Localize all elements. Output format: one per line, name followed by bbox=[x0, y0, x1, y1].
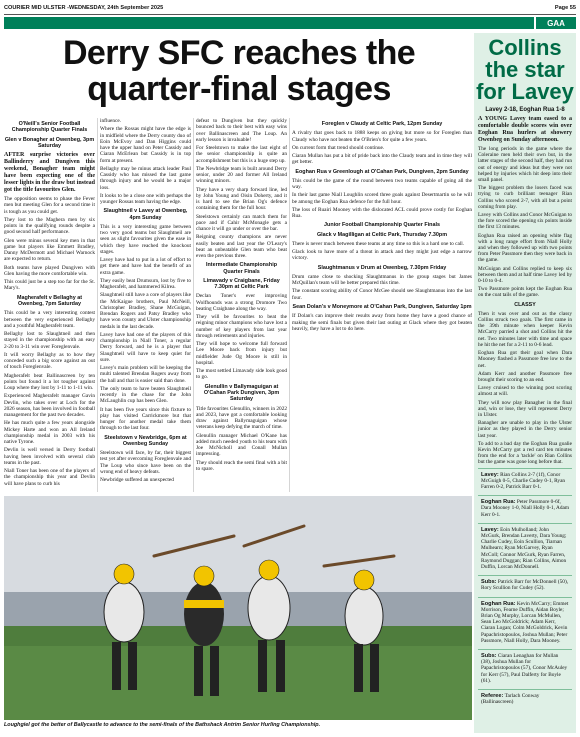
paragraph: A rivalry that goes back to 1888 keeps on giving but more so for Foreglen than Claudy who have not beaten the O'Brien's for quite a few years. bbox=[292, 130, 472, 143]
paragraph: Banagher are unable to play in the Ulster junior as they played in the Derry senior last year. bbox=[478, 420, 572, 439]
sidebar-subheading: CLASSY bbox=[514, 301, 536, 308]
paragraph: Both teams have played Dungiven with Glen having the more comfortable win. bbox=[4, 264, 95, 277]
sidebar-body bbox=[474, 116, 576, 466]
paragraph: He has much quite a few years alongside Mickey Harte and won an All Ireland championship medal in 2003 with his native Tyrone. bbox=[4, 420, 95, 446]
scorers-team-label: Eoghan Rua: bbox=[481, 499, 516, 506]
paragraph: There is never much between these teams at any time so this is a hard one to call. bbox=[292, 240, 465, 247]
paragraph: Lavey with Collins and Conor McGuigan to the fore scored the opening six points inside the first 13 minutes. bbox=[478, 212, 572, 231]
paragraph: They will now play Banagher in the final and, win or lose, they will represent Derry in Ulster. bbox=[478, 399, 572, 418]
hurling-photo bbox=[4, 496, 472, 720]
hurling-photo-illustration bbox=[4, 496, 472, 720]
paragraph: Drum came close to shocking Slaughtmanus in the group stages but James McQuillan's team will be better prepared this time. bbox=[292, 273, 472, 287]
team-label: Lavey: bbox=[481, 526, 499, 533]
paragraph: The biggest problem the losers faced was trying to curb brilliant teenager Rian Collins who scored 2-7, with all but a point coming from play. bbox=[478, 185, 572, 210]
subheading: Slaughtmanus v Drum at Owenbeg, 7.30pm Friday bbox=[317, 264, 447, 271]
subheading: Magherafelt v Bellaghy at Owenbeg, 7pm Saturday bbox=[16, 294, 82, 307]
paragraph: McGuigan and Collins replied to keep six between them and at half time Lavey led by 0-10 to 0-4. bbox=[478, 265, 572, 285]
referee-name: Tarlach Conway (Ballinascreen) bbox=[481, 693, 540, 706]
paragraph: Devlin is well versed in Derry football having been involved with several club teams in the past. bbox=[4, 447, 95, 466]
subheading: Slaughtneil v Lavey at Owenbeg, 4pm Sunday bbox=[103, 208, 188, 221]
column-divider bbox=[97, 118, 98, 492]
subs-lavey bbox=[478, 575, 572, 594]
team-lavey bbox=[478, 523, 572, 573]
scorers-text: Peter Passmore 0-6f, Dara Mooney 1-0, Niall Holly 0-1, Adam Kerr 0-1. bbox=[481, 499, 569, 518]
paragraph: Newbridge suffered an unexpected bbox=[100, 477, 174, 484]
paragraph: In their last game Niall Loughlin scored three goals against Desertmartin so he will be among the Eoghan Rua defence for the full hour. bbox=[292, 192, 472, 205]
paragraph: They will hope to welcome full forward Lee Moore back from injury but midfielder Jude Og Moore is still in hospital. bbox=[196, 341, 287, 366]
paragraph: This could just be a step too far for the St. Mary's. bbox=[4, 279, 95, 292]
subheading: Eoghan Rua v Greenlough at O'Cahan Park, Dungiven, 2pm Sunday bbox=[295, 168, 469, 175]
subheading: Junior Football Championship Quarter Finals bbox=[324, 222, 440, 229]
masthead-date: COURIER MID ULSTER -WEDNESDAY, 24th September 2025 bbox=[4, 5, 164, 11]
sidebar-score: Lavey 2-18, Eoghan Rua 1-8 bbox=[485, 107, 565, 113]
paragraph: Eoghan Rua got their goal when Dara Mooney flashed a Passmore free low to the net. bbox=[478, 350, 572, 369]
scorers-eoghan-rua bbox=[478, 495, 572, 521]
paragraph: It has been five years since this fixture to play has visited Carrickmore but that hunger for another medal take them through to the last four. bbox=[100, 406, 191, 432]
article-body bbox=[4, 118, 472, 492]
subs-text: Ciaran Lenaghan for Mullan (38), Joshua Mullan for Papachristopoulos (57), Conor McAuley for Kerr (57), Paul Dalferty for Boyle (61). bbox=[481, 653, 568, 684]
subheading: Foreglen v Claudy at Celtic Park, 12pm Sunday bbox=[321, 121, 443, 127]
top-rule bbox=[4, 14, 576, 15]
paragraph: Lavey have had one of the players of this championship in Niall Toner, a regular Derry forward, and he is a player that Slaughtneil will have to keep quiet for sure. bbox=[100, 331, 191, 363]
team-label: Eoghan Rua: bbox=[481, 600, 516, 607]
paragraph: They lost to the Maghera men by six points in the qualifying rounds despite a good second half performance. bbox=[4, 216, 95, 236]
paragraph: Reigning county champions are never easily beaten and last year the O'Leary's beat an unbeatable Glen team who beat even the previous three. bbox=[196, 234, 287, 259]
article-lead: AFTER surprise victories over Ballinderry and Dungiven this weekend, Bonagher team might have been expecting one of the lesser lights in the draw but instead got the title favourites Glen. bbox=[4, 152, 95, 194]
page-title: Derry SFC reaches the quarter-final stages bbox=[62, 34, 416, 108]
paragraph: Glen were minus several key men in that game but players like Emmett Bradley, Danny McDermott and Michael Warnock are expected to return. bbox=[4, 237, 95, 263]
sidebar-lead: A YOUNG Lavey team eased to a comfortable double scores win over Eoghan Rua hurlers at showery Owenbeg on Sunday afternoon. bbox=[478, 116, 572, 143]
article-column-3 bbox=[196, 118, 287, 492]
paragraph: The loss of Ruairi Mooney with the dislocated ACL could prove costly for Eoghan Rua. bbox=[292, 206, 472, 220]
subs-label: Subs: bbox=[481, 579, 497, 586]
team-lineup: Kevin McCarry; Emmet Morrison, Fearne Duffin, Aidan Boyle; Brian Og Murphy, Lorcan McMullen, Sean Leo McGoldrick; Adam Kerr, Ciaran Logan; Colm McGoldrick, Kevin Papachristopoulos, Joshua Mullan; Peter Passmore, Niall Holly, Dara Mooney. bbox=[481, 600, 569, 644]
scorers-text: Rian Collins 2-7 (1f), Conor McGuigh 0-5, Charlie Cudey 0-1, Ryan Farren 0-2, Patrick Barr 0-1. bbox=[481, 471, 566, 490]
article-column-1 bbox=[4, 118, 95, 492]
paragraph: Two Passmore points kept the Eoghan Rua on the coat tails of the game. bbox=[478, 286, 572, 299]
paragraph: This could be a very interesting contest between the very experienced Bellaghy and a youthful Magherafelt team. bbox=[4, 310, 95, 329]
paragraph: This is a very interesting game between two very good teams but Slaughtneil are seen as slight favourites given the ease in which they have reached the knockout stages. bbox=[100, 223, 191, 255]
paragraph: To add to a bad day the Eoghan Rua goalie Kevin McCarry got a red card ten minutes from the end for a 'tackle' on Rian Collins but the game was gone long before that. bbox=[478, 440, 572, 466]
paragraph: The most settled Limavady side look good to go. bbox=[196, 368, 287, 381]
paragraph: Steelstown certainly can match them for pace and if Cahir McMonagle gets a chance it will go under or over the bar. bbox=[196, 213, 287, 232]
paragraph: Ciaran Mullan has put a bit of pride back into the Claudy team and in time they will get better. bbox=[292, 153, 472, 166]
paragraph: Where the Rossas might have the edge is in midfield where the Derry county duo of Eoin McEvoy and Dan Higgins could have the upper hand on Peter Cassidy and Ciaran McErlean but Cassidy is in top form at present. bbox=[100, 126, 191, 164]
team-eoghan-rua bbox=[478, 597, 572, 647]
article-column-4 bbox=[292, 118, 472, 492]
subheading: Glen v Bonagher at Owenbeg, 3pm Saturday bbox=[4, 136, 95, 149]
subs-eoghan-rua bbox=[478, 649, 572, 687]
paragraph: Declan Toner's ever improving Wolfhounds was a strong Dromore Two beating Craigbane along the way. bbox=[196, 293, 287, 312]
paragraph: Eoghan Rua raised an opening white flag with a long range effort from Niall Holly and when they followed up with two points from Peter Passmore then they were back in the game. bbox=[478, 232, 572, 264]
paragraph: This could be the game of the round between two teams capable of going all the way. bbox=[292, 177, 472, 191]
paragraph: Glack look to have more of a threat in attack and they might just edge a narrow victory. bbox=[292, 249, 472, 262]
photo-caption: Loughgiel got the better of Ballycastle to advance to the semi-finals of the Bathshack Antrim Senior Hurling Championship. bbox=[4, 722, 321, 728]
paragraph: They easily beat Drumsurn, lost by five to Magherafelt, and hammered Kilrea. bbox=[100, 277, 191, 291]
sidebar-article bbox=[474, 33, 576, 733]
subheading: Glack v Magilligan at Celtic Park, Thursday 7.30pm bbox=[316, 231, 448, 238]
paragraph: Then it was over and out as the classy Collins struck two goals. The first came in the 39th minute when keeper Kevin McCarry parried a shot and Collins hit the net. Two minutes later with time and space he hit the net for a 2-11 to 0-6 lead. bbox=[478, 310, 572, 348]
referee-label: Referee: bbox=[481, 693, 504, 700]
paragraph: On current form that trend should continue. bbox=[292, 144, 385, 151]
paragraph: For Steelstown to make the last eight of the senior championship is quite an accomplishment but this is a huge step up. bbox=[196, 145, 287, 164]
scorers-lavey bbox=[478, 468, 572, 494]
paragraph: Bellaghy lost to Slaughtneil and then stayed in the championship with an easy 2-20 to 3-11 win over Foreglenvale. bbox=[4, 331, 95, 350]
subs-text: Patrick Barr for McDonnell (50), Rory Scullion for Cudey (52). bbox=[481, 579, 569, 592]
paragraph: Glenullin manager Michael O'Kane has added much needed youth to his team with Joe McNicholl and Conall Mullan impressing. bbox=[196, 432, 287, 458]
paragraph: Steelstown will face, by far, their biggest test yet after overcoming Foreglenvale and The Loup who since have been on the wrong end of heavy defeats. bbox=[100, 450, 191, 475]
paragraph: Experienced Magherafelt manager Gavin Devlin, who takes over at Loch for the 2026 season, has been involved in football management for the past two decades. bbox=[4, 393, 95, 419]
paragraph: defeat to Dungiven but they quickly bounced back to their best with easy wins over Ballinascreen and The Loup. An early lesson is invaluable! bbox=[196, 118, 287, 143]
sidebar-headline: Collins the star for Lavey bbox=[476, 35, 574, 104]
subheading: O'Neill's Senior Football Championship Quarter Finals bbox=[11, 121, 88, 134]
paragraph: The long periods in the game where the Coleraine men held their own but, in the latter stages of the second half, they had run out of energy and ideas but they were not helped by injuries which hit deep into their small panel. bbox=[478, 146, 572, 184]
article-column-2 bbox=[100, 118, 191, 492]
team-lineup: Eoin Mulholland; John McGurk, Brendan Laverty, Dara Young; Charlie Cudey, Eoin Scullion, Tiarnan Mulhearn; Ryan McGarvey, Ryan McColl; Connor McGurk, Ryan Farren, Raymond Duggan; Rian Collins, Aimon Duffin, Lorcan McDonnell. bbox=[481, 526, 567, 570]
paragraph: Adam Kerr and another Passmore free brought their scoring to an end. bbox=[478, 370, 572, 383]
paragraph: The opposition seems to phase the Fever men but meeting Glen for a second time it is tough as you could get. bbox=[4, 196, 95, 215]
paragraph: It will worry Bellaghy as to how they conceded such a big score against an out of touch Foreglenvale. bbox=[4, 351, 95, 371]
section-tag: GAA bbox=[536, 17, 576, 29]
paragraph: Bellaghy may be minus attack leader Paul Cassidy who has missed the last game through injury and he would be a major loss. bbox=[100, 165, 191, 191]
masthead bbox=[4, 3, 576, 13]
subs-label: Subs: bbox=[481, 653, 497, 660]
paragraph: Lavey have had to put in a lot of effort to get there and have had the benefit of an extra game. bbox=[100, 257, 191, 276]
section-bar bbox=[4, 17, 534, 29]
paragraph: Lavey's main problem will be keeping the multi talented Brendan Rogers away from the ball and that is easier said than done. bbox=[100, 365, 191, 384]
paragraph: The Newbridge team is built around Derry senior, under 20 and former All Ireland winning minors. bbox=[196, 165, 287, 185]
paragraph: Magherafelt beat Ballinascreen by ten points but found it a lot tougher against Loup where they lost by 1-11 to 1-11 win. bbox=[4, 372, 95, 392]
paragraph: Lavey cruised to the winning post scoring almost at will. bbox=[478, 385, 572, 398]
paragraph: The only team to have beaten Slaughtneil recently in the chase for the John McLaughlin cup has been Glen. bbox=[100, 385, 191, 405]
referee bbox=[478, 689, 572, 708]
paragraph: They will be favourites to beat the reigning minor champions who have lost a number of key players from last year through retirements and injuries. bbox=[196, 314, 287, 339]
paragraph: The constant scoring ability of Conor McGee should see Slaughtmanus into the last four. bbox=[292, 288, 472, 301]
paragraph: They have a very sharp forward line, led by John Young and Oisin Doherty, and it is hard to see the Brian Og's defence containing them for the full hour. bbox=[196, 186, 287, 212]
paragraph: Slaughtneil still have a core of players like the McKaigue brothers, Paul McNeill, Christopher Bradley, Shane McGuigan, Brendan Rogers and Patsy Bradley who have won county and Ulster championship medals in the last decade. bbox=[100, 292, 191, 330]
paragraph: They should reach the semi final with a bit to spare. bbox=[196, 459, 287, 472]
paragraph: Title favourites Glenullin, winners in 2022 and 2023, have got a comfortable looking draw against Ballymaguigan whose veterans keep defying the march of time. bbox=[196, 405, 287, 431]
page-number: Page 55 bbox=[554, 5, 576, 11]
paragraph: influence. bbox=[100, 118, 122, 124]
scorers-team-label: Lavey: bbox=[481, 471, 499, 478]
column-divider bbox=[289, 118, 290, 492]
subheading: Limavady v Craigbane, Friday 7.30pm at Celtic Park bbox=[203, 277, 280, 291]
subheading: Steelstown v Newbridge, 6pm at Owenbeg Sunday bbox=[104, 434, 187, 447]
paragraph: Niall Toner has been one of the players of the championship this year and Devlin will have plans to curb his bbox=[4, 468, 95, 487]
paragraph: It looks to be a close one with perhaps the younger Rossas team having the edge. bbox=[100, 192, 191, 205]
subheading: Intermediate Championship Quarter Finals bbox=[206, 262, 277, 275]
subheading: Sean Dolan's v Moneymore at O'Cahan Park, Dungiven, Saturday 1pm bbox=[292, 303, 472, 310]
paragraph: If Dolan's can improve their results away from home they have a good chance of making the semi finals but given their last outing at Glack where they got beaten heavily, they have a lot to do here. bbox=[292, 313, 472, 332]
column-divider bbox=[193, 118, 194, 492]
subheading: Glenullin v Ballymaguigan at O'Cahan Park Dungiven, 3pm Saturday bbox=[203, 383, 280, 403]
